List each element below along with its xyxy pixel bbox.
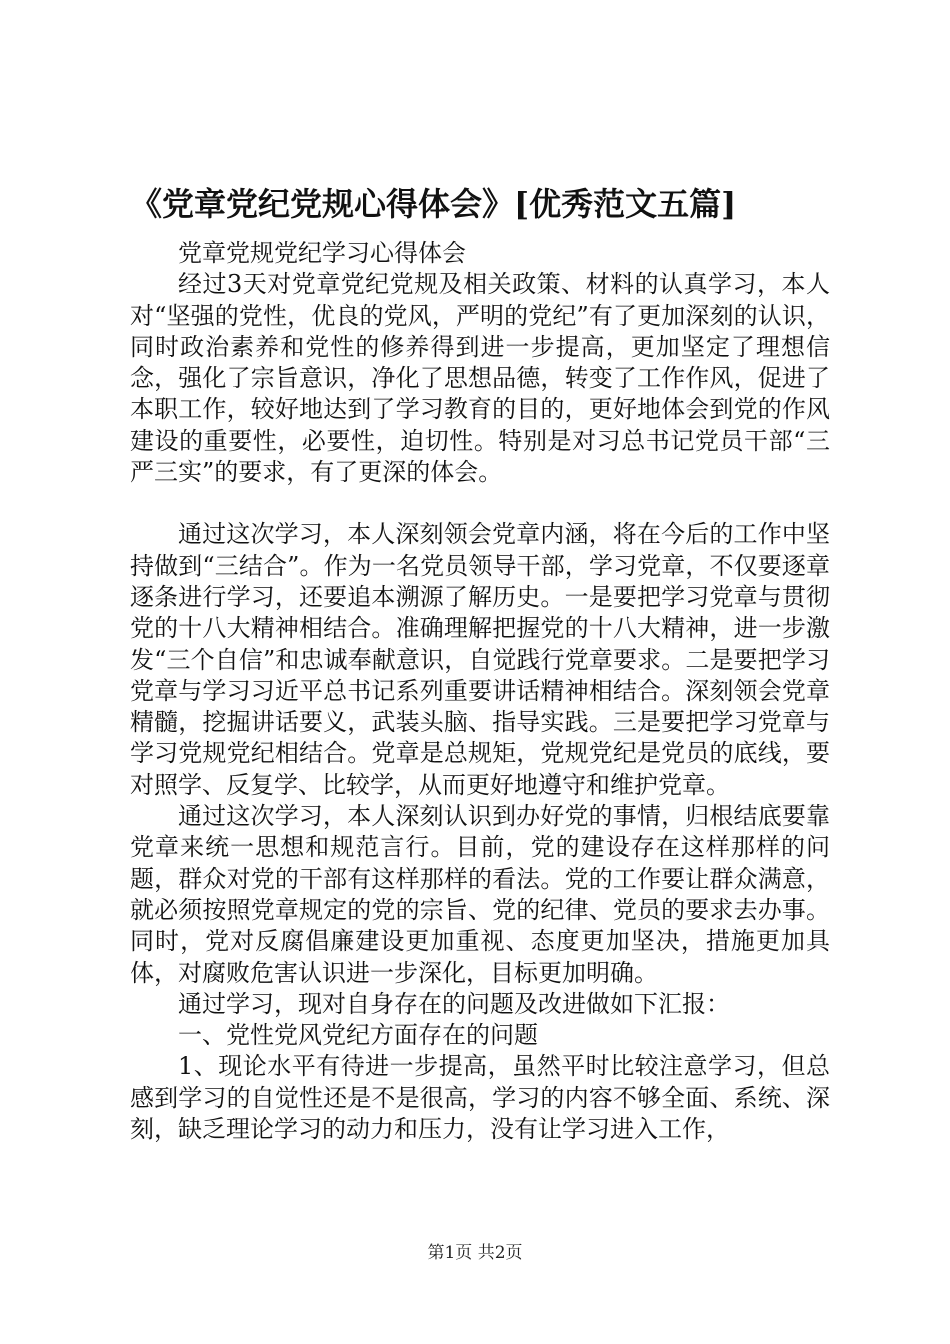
- document-title: 《党章党纪党规心得体会》[优秀范文五篇]: [130, 185, 737, 223]
- section-heading: 一、党性党风党纪方面存在的问题: [178, 1021, 538, 1050]
- paragraph-4: 通过学习，现对自身存在的问题及改进做如下汇报：: [178, 989, 730, 1018]
- page-footer: 第1页 共2页: [427, 1243, 523, 1263]
- paragraph-3: 通过这次学习，本人深刻认识到办好党的事情，归根结底要靠党章来统一思想和规范言行。目前，党的建设存在这样那样的问题，群众对党的干部有这样那样的看法。党的工作要让群众满意，就必须按照党章规定的党的宗旨、党的纪律、党员的要求去办事。同时，党对反腐倡廉建设更加重视、态度更加坚决，措施更加具体，对腐败危害认识进一步深化，目标更加明确。: [130, 802, 830, 987]
- paragraph-5: 1、现论水平有待进一步提高，虽然平时比较注意学习，但总感到学习的自觉性还是不是很高，学习的内容不够全面、系统、深刻，缺乏理论学习的动力和压力，没有让学习进入工作，: [130, 1052, 830, 1144]
- document-body: [130, 238, 830, 1145]
- paragraph-1: 经过3天对党章党纪党规及相关政策、材料的认真学习，本人对“坚强的党性，优良的党风，严明的党纪”有了更加深刻的认识，同时政治素养和党性的修养得到进一步提高，更加坚定了理想信念，强化了宗旨意识，净化了思想品德，转变了工作作风，促进了本职工作，较好地达到了学习教育的目的，更好地体会到党的作风建设的重要性，必要性，迫切性。特别是对习总书记党员干部“三严三实”的要求，有了更深的体会。: [130, 270, 830, 487]
- paragraph-subtitle: 党章党规党纪学习心得体会: [178, 239, 466, 267]
- paragraph-2: 通过这次学习，本人深刻领会党章内涵，将在今后的工作中坚持做到“三结合”。作为一名党员领导干部，学习党章，不仅要逐章逐条进行学习，还要追本溯源了解历史。一是要把学习党章与贯彻党的十八大精神相结合。准确理解把握党的十八大精神，进一步激发“三个自信”和忠诚奉献意识，自觉践行党章要求。二是要把学习党章与学习习近平总书记系列重要讲话精神相结合。深刻领会党章精髓，挖掘讲话要义，武装头脑、指导实践。三是要把学习党章与学习党规党纪相结合。党章是总规矩，党规党纪是党员的底线，要对照学、反复学、比较学，从而更好地遵守和维护党章。: [130, 520, 830, 799]
